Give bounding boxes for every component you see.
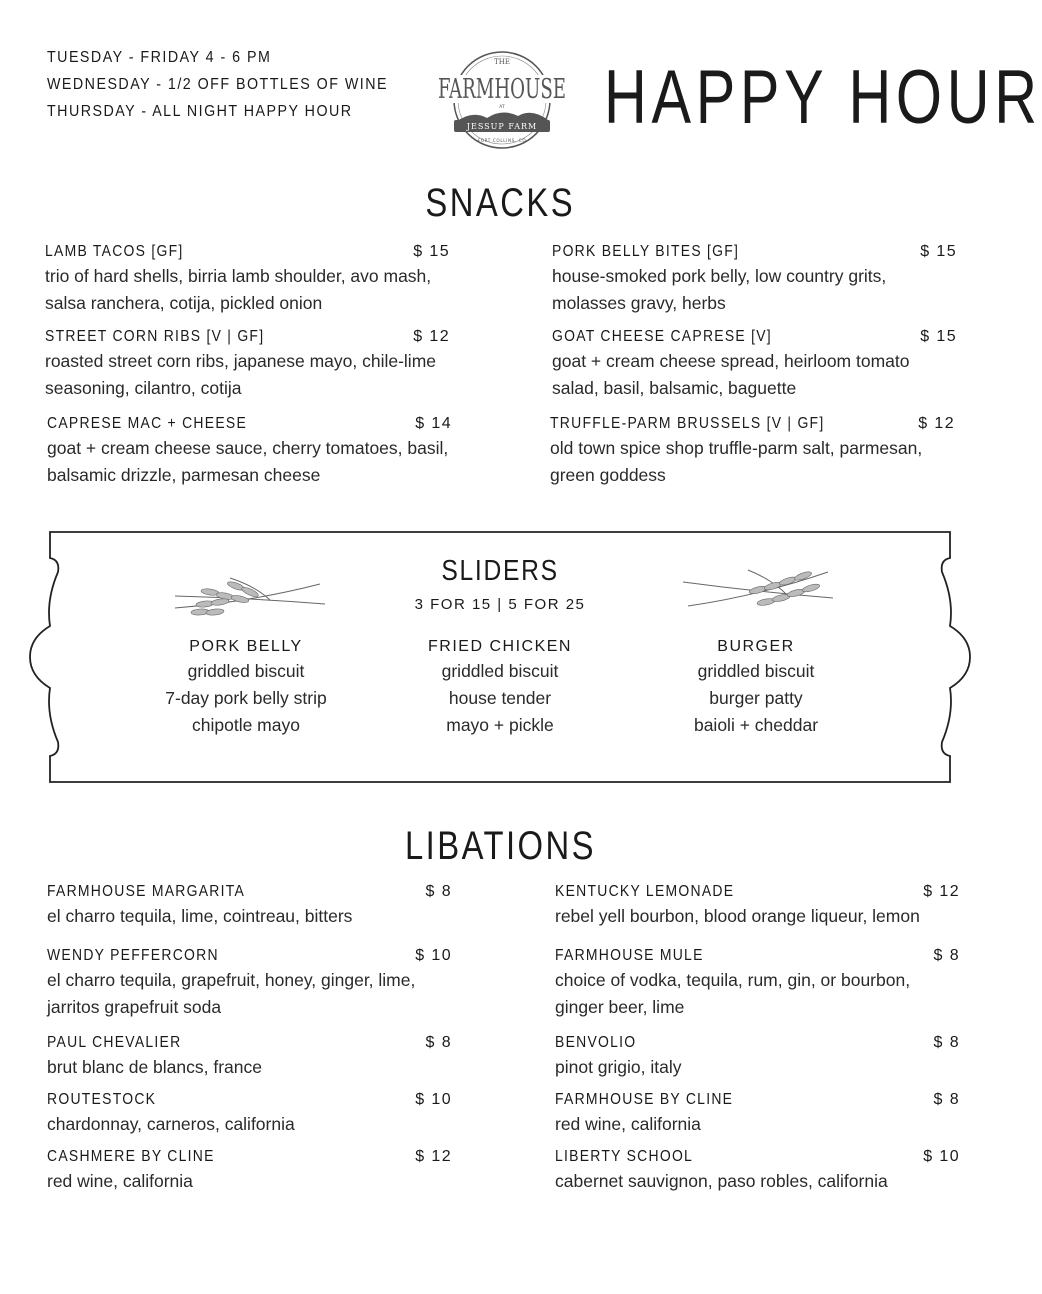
item-description: el charro tequila, lime, cointreau, bitters (47, 906, 353, 926)
item-name: FARMHOUSE MARGARITA (47, 883, 246, 900)
item-name: BENVOLIO (555, 1034, 637, 1051)
item-description: trio of hard shells, birria lamb shoulder, avo mash, salsa ranchera, cotija, pickled onion (45, 266, 432, 313)
item-description: cabernet sauvignon, paso robles, california (555, 1171, 888, 1191)
item-name: LAMB TACOS [GF] (45, 243, 184, 260)
item-description: el charro tequila, grapefruit, honey, ginger, lime, jarritos grapefruit soda (47, 970, 416, 1017)
logo-name-text: FARMHOUSE (438, 74, 566, 105)
slider-item (126, 636, 366, 739)
item-price: $ 10 (415, 947, 452, 964)
item-description: red wine, california (47, 1171, 193, 1191)
slider-line: mayo + pickle (446, 715, 554, 735)
item-name: FARMHOUSE BY CLINE (555, 1091, 734, 1108)
menu-item (47, 1148, 452, 1195)
item-price: $ 15 (413, 243, 450, 260)
menu-item (552, 243, 957, 317)
hours-line: TUESDAY - FRIDAY 4 - 6 PM (47, 49, 272, 66)
item-price: $ 8 (425, 1034, 452, 1051)
item-price: $ 12 (415, 1148, 452, 1165)
item-name: LIBERTY SCHOOL (555, 1148, 694, 1165)
item-name: WENDY PEFFERCORN (47, 947, 219, 964)
item-name: CASHMERE BY CLINE (47, 1148, 215, 1165)
item-price: $ 8 (933, 947, 960, 964)
item-name: PORK BELLY BITES [GF] (552, 243, 740, 260)
item-name: PAUL CHEVALIER (47, 1034, 182, 1051)
item-description: rebel yell bourbon, blood orange liqueur, lemon (555, 906, 920, 926)
menu-item (47, 883, 452, 930)
item-name: TRUFFLE-PARM BRUSSELS [V | GF] (550, 415, 825, 432)
item-description: house-smoked pork belly, low country grits, molasses gravy, herbs (552, 266, 887, 313)
item-description: red wine, california (555, 1114, 701, 1134)
menu-item (555, 1034, 960, 1081)
item-price: $ 15 (920, 243, 957, 260)
slider-line: chipotle mayo (192, 715, 300, 735)
slider-name: BURGER (717, 638, 795, 655)
logo-city-text: FORT COLLINS, CO (477, 138, 527, 143)
snacks-heading: SNACKS (425, 181, 575, 225)
item-name: FARMHOUSE MULE (555, 947, 704, 964)
slider-line: baioli + cheddar (693, 715, 819, 735)
item-price: $ 10 (923, 1148, 960, 1165)
sliders-heading: SLIDERS (441, 555, 559, 587)
item-name: ROUTESTOCK (47, 1091, 157, 1108)
logo-at-text: AT (499, 105, 505, 110)
item-price: $ 8 (933, 1034, 960, 1051)
menu-item (45, 328, 450, 402)
item-description: goat + cream cheese spread, heirloom tomato salad, basil, balsamic, baguette (552, 351, 910, 398)
menu-item (552, 328, 957, 402)
slider-line: 7-day pork belly strip (165, 688, 327, 708)
item-description: roasted street corn ribs, japanese mayo, chile-lime seasoning, cilantro, cotija (45, 351, 437, 398)
item-description: choice of vodka, tequila, rum, gin, or bourbon, ginger beer, lime (555, 970, 911, 1017)
page-title: HAPPY HOUR (604, 55, 1042, 140)
item-price: $ 12 (923, 883, 960, 900)
slider-line: burger patty (709, 688, 803, 708)
item-price: $ 12 (918, 415, 955, 432)
logo-farm-text: JESSUP FARM (466, 122, 538, 131)
item-name: STREET CORN RIBS [V | GF] (45, 328, 265, 345)
menu-item (555, 947, 960, 1021)
slider-line: griddled biscuit (441, 661, 559, 681)
slider-line: griddled biscuit (697, 661, 815, 681)
menu-item (45, 243, 450, 317)
libations-heading: LIBATIONS (404, 824, 596, 868)
menu-item (555, 1148, 960, 1195)
menu-item (47, 947, 452, 1021)
item-price: $ 12 (413, 328, 450, 345)
item-name: KENTUCKY LEMONADE (555, 883, 735, 900)
hours-line: THURSDAY - ALL NIGHT HAPPY HOUR (47, 103, 353, 120)
item-name: GOAT CHEESE CAPRESE [V] (552, 328, 772, 345)
hours-block (47, 44, 427, 125)
item-name: CAPRESE MAC + CHEESE (47, 415, 248, 432)
item-price: $ 14 (415, 415, 452, 432)
menu-item (47, 1034, 452, 1081)
item-description: chardonnay, carneros, california (47, 1114, 295, 1134)
farmhouse-logo (432, 48, 572, 152)
slider-name: FRIED CHICKEN (428, 638, 572, 655)
item-price: $ 8 (425, 883, 452, 900)
menu-item (550, 415, 955, 489)
slider-item (636, 636, 876, 739)
item-description: goat + cream cheese sauce, cherry tomatoes, basil, balsamic drizzle, parmesan cheese (47, 438, 449, 485)
slider-line: griddled biscuit (187, 661, 305, 681)
menu-item (47, 1091, 452, 1138)
hours-line: WEDNESDAY - 1/2 OFF BOTTLES OF WINE (47, 76, 388, 93)
logo-the-text: THE (494, 58, 510, 66)
menu-item (47, 415, 452, 489)
item-description: pinot grigio, italy (555, 1057, 682, 1077)
sliders-pricing: 3 FOR 15 | 5 FOR 25 (414, 596, 586, 613)
menu-item (555, 883, 960, 930)
item-price: $ 15 (920, 328, 957, 345)
item-price: $ 8 (933, 1091, 960, 1108)
slider-line: house tender (448, 688, 552, 708)
menu-item (555, 1091, 960, 1138)
item-price: $ 10 (415, 1091, 452, 1108)
item-description: brut blanc de blancs, france (47, 1057, 262, 1077)
slider-name: PORK BELLY (189, 638, 303, 655)
item-description: old town spice shop truffle-parm salt, parmesan, green goddess (550, 438, 923, 485)
slider-item (380, 636, 620, 739)
